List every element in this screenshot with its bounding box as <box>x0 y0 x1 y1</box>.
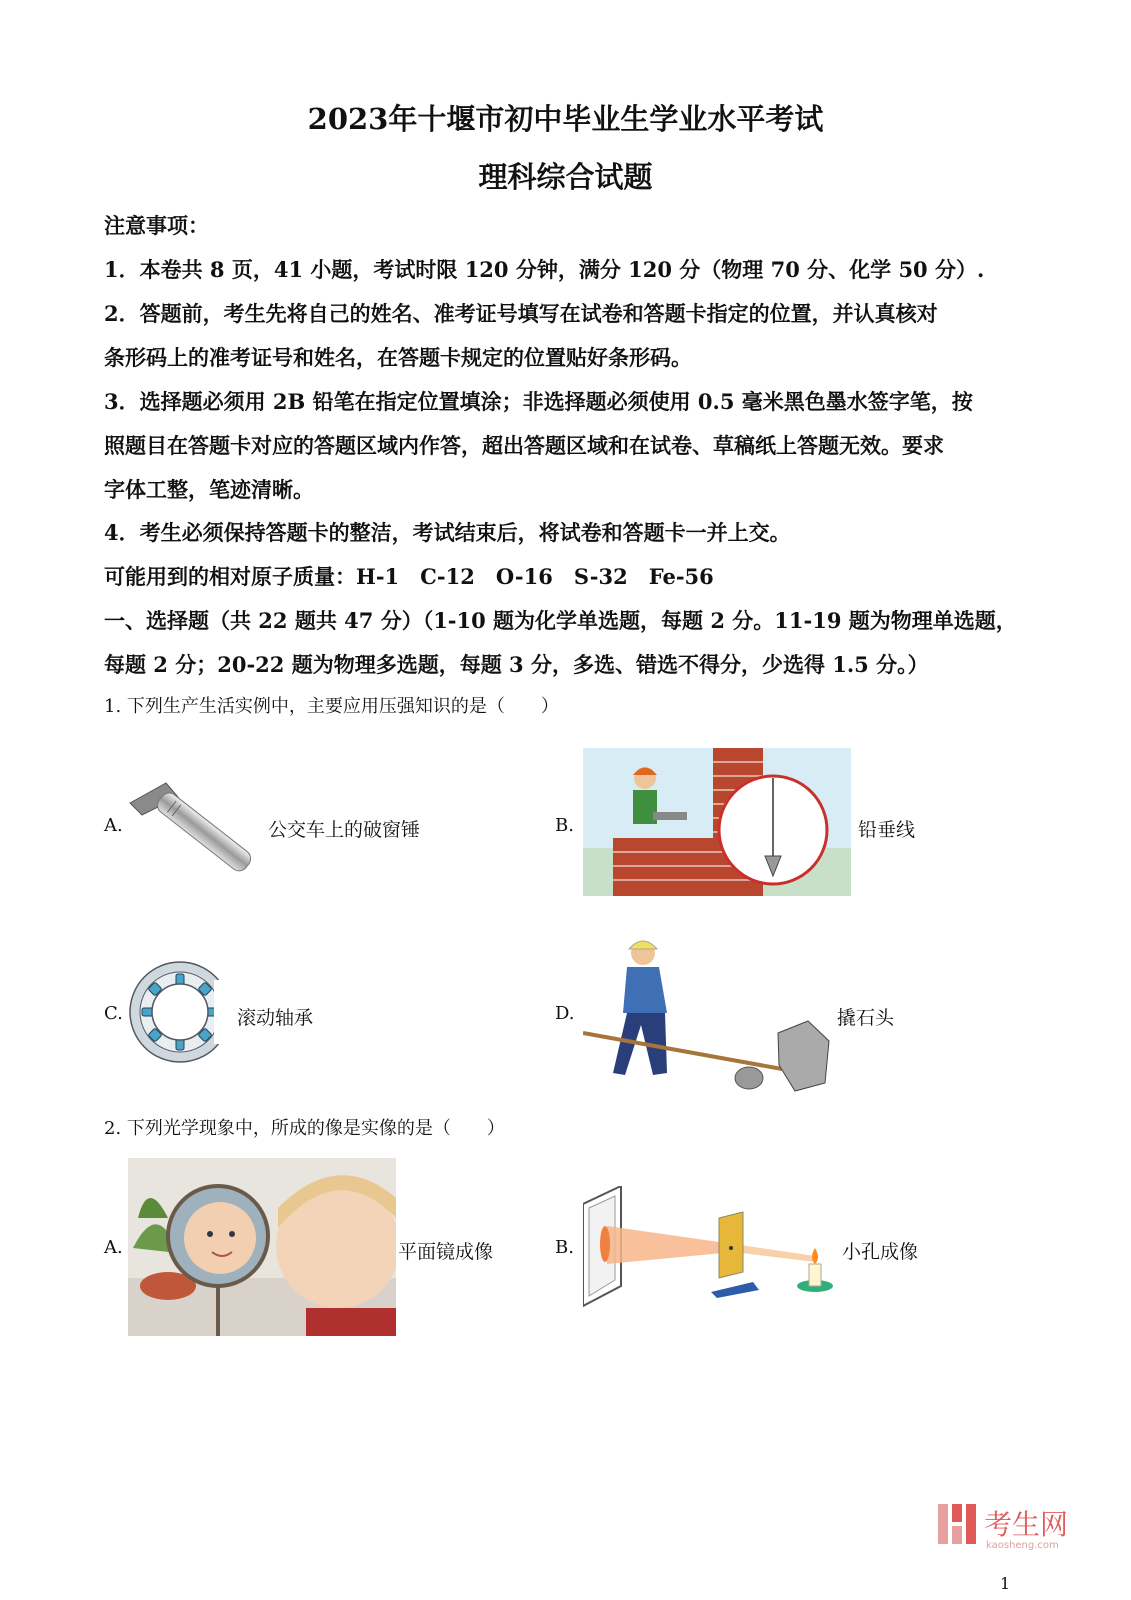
page-title: 2023年十堰市初中毕业生学业水平考试 <box>307 102 824 136</box>
option-caption: 平面镜成像 <box>398 1241 494 1263</box>
lever-prying-rock-icon <box>583 933 833 1095</box>
plumb-line-icon <box>583 748 851 896</box>
note-line: 4．考生必须保持答题卡的整洁，考试结束后，将试卷和答题卡一并上交。 <box>104 520 791 545</box>
svg-text:kaosheng.com: kaosheng.com <box>986 1540 1059 1551</box>
pinhole-camera-icon <box>583 1186 833 1310</box>
svg-text:考生网: 考生网 <box>984 1508 1069 1541</box>
note-line: 3．选择题必须用 2B 铅笔在指定位置填涂；非选择题必须使用 0.5 毫米黑色墨水签字笔，按 <box>104 389 973 414</box>
section-heading: 每题 2 分；20-22 题为物理多选题，每题 3 分，多选、错选不得分，少选得 1.5 分。） <box>104 652 929 677</box>
option-caption: 小孔成像 <box>842 1241 919 1263</box>
page-number: 1 <box>1000 1574 1011 1593</box>
note-line: 1．本卷共 8 页，41 小题，考试时限 120 分钟，满分 120 分（物理 70 分、化学 50 分）. <box>104 257 985 282</box>
plane-mirror-photo-icon <box>128 1158 396 1336</box>
option-caption: 铅垂线 <box>858 819 916 841</box>
note-line: 字体工整，笔迹清晰。 <box>104 477 314 502</box>
section-heading: 一、选择题（共 22 题共 47 分）（1-10 题为化学单选题，每题 2 分。11-19 题为物理单选题， <box>104 608 1017 633</box>
roller-bearing-icon <box>128 956 238 1066</box>
safety-hammer-icon <box>128 775 268 885</box>
option-caption: 公交车上的破窗锤 <box>268 819 421 841</box>
option-caption: 撬石头 <box>837 1007 895 1029</box>
note-line: 条形码上的准考证号和姓名，在答题卡规定的位置贴好条形码。 <box>104 345 692 370</box>
question-stem: 2. 下列光学现象中，所成的像是实像的是（ ） <box>104 1118 505 1139</box>
option-caption: 滚动轴承 <box>237 1007 314 1029</box>
option-letter: D. <box>555 1003 575 1024</box>
note-line: 2．答题前，考生先将自己的姓名、准考证号填写在试卷和答题卡指定的位置，并认真核对 <box>104 301 938 326</box>
note-line: 照题目在答题卡对应的答题区域内作答，超出答题区域和在试卷、草稿纸上答题无效。要求 <box>104 433 944 458</box>
option-letter: A. <box>104 1237 123 1258</box>
atomic-mass-line: 可能用到的相对原子质量：H-1 C-12 O-16 S-32 Fe-56 <box>104 564 714 589</box>
kaosheng-logo <box>938 1500 1088 1552</box>
option-letter: C. <box>104 1003 123 1024</box>
page-subtitle: 理科综合试题 <box>478 160 653 194</box>
notes-heading: 注意事项： <box>104 213 209 238</box>
option-letter: B. <box>555 815 574 836</box>
option-letter: A. <box>104 815 123 836</box>
question-stem: 1. 下列生产生活实例中，主要应用压强知识的是（ ） <box>104 696 559 717</box>
option-letter: B. <box>555 1237 574 1258</box>
